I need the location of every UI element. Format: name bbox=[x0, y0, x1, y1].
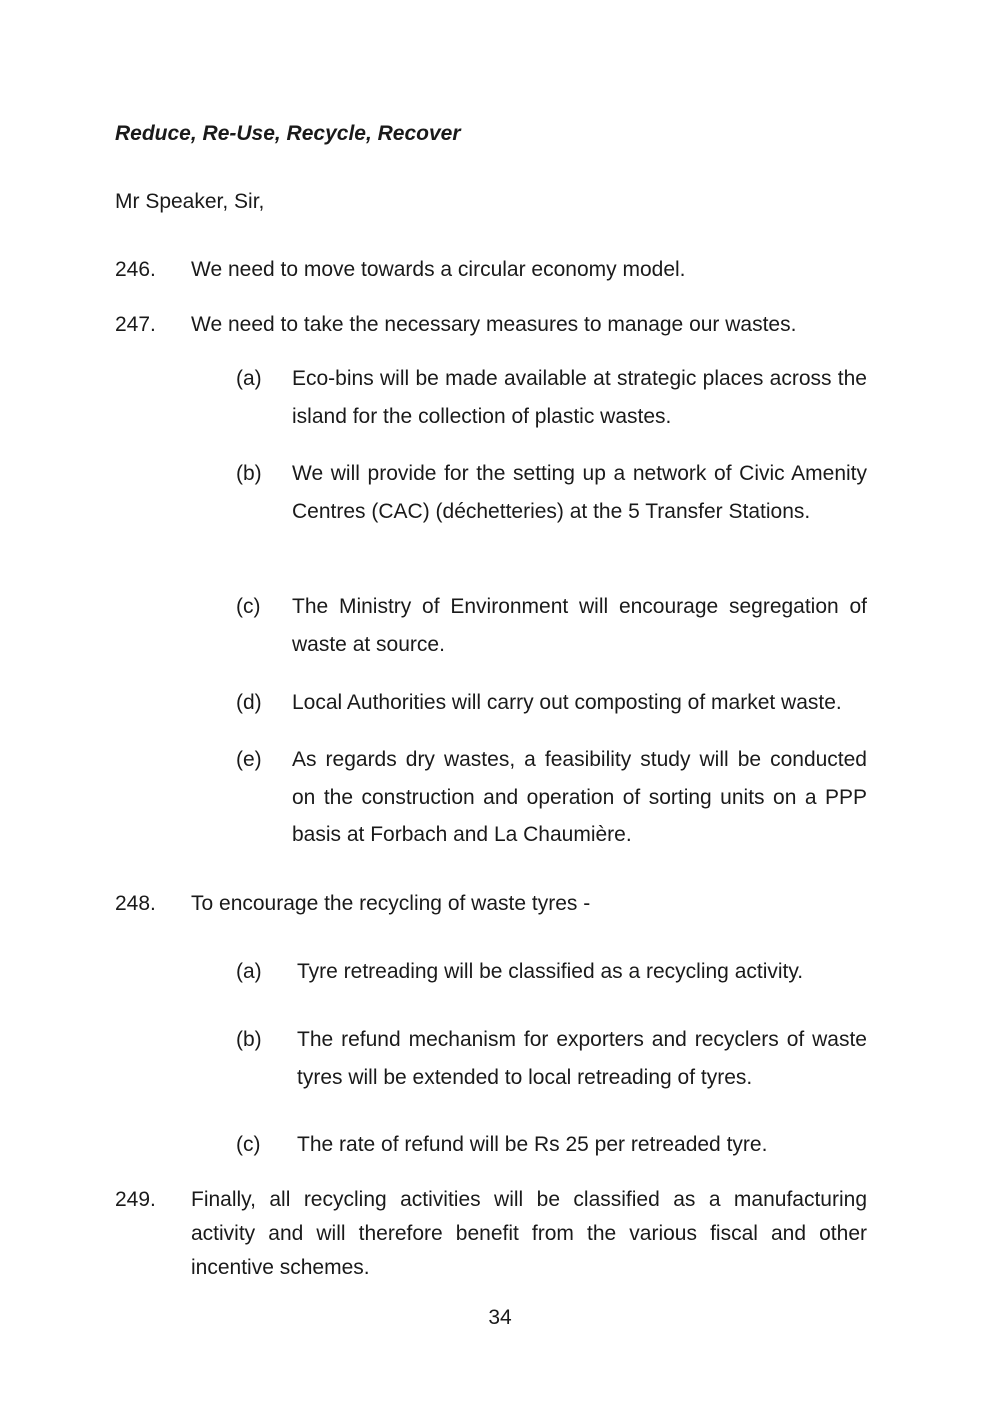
list-item-label: (b) bbox=[236, 462, 262, 485]
list-item-label: (b) bbox=[236, 1028, 262, 1051]
paragraph-number-248: 248. bbox=[115, 892, 156, 915]
list-item-text: Tyre retreading will be classified as a recycling activity. bbox=[297, 960, 804, 983]
list-item-label: (a) bbox=[236, 960, 262, 983]
paragraph-text-246: We need to move towards a circular economy model. bbox=[191, 258, 686, 281]
list-item-label: (c) bbox=[236, 1133, 261, 1156]
list-item-text: The Ministry of Environment will encourage segregation of waste at source. bbox=[292, 595, 867, 656]
list-item-text: As regards dry wastes, a feasibility study will be conducted on the construction and operation of sorting units on a PPP basis at Forbach and La Chaumière. bbox=[292, 748, 867, 846]
salutation: Mr Speaker, Sir, bbox=[115, 190, 265, 213]
list-item-text: The rate of refund will be Rs 25 per retreaded tyre. bbox=[297, 1133, 768, 1156]
paragraph-text-248: To encourage the recycling of waste tyres - bbox=[191, 892, 591, 915]
paragraph-number-247: 247. bbox=[115, 313, 156, 336]
list-item-text: Eco-bins will be made available at strategic places across the island for the collection of plastic wastes. bbox=[292, 367, 867, 428]
list-item-label: (a) bbox=[236, 367, 262, 390]
page-number: 34 bbox=[488, 1306, 512, 1329]
paragraph-text-247: We need to take the necessary measures to manage our wastes. bbox=[191, 313, 797, 336]
paragraph-number-246: 246. bbox=[115, 258, 156, 281]
paragraph-number-249: 249. bbox=[115, 1188, 156, 1211]
list-item-label: (d) bbox=[236, 691, 262, 714]
list-item-text: Local Authorities will carry out composting of market waste. bbox=[292, 691, 842, 714]
list-item-label: (e) bbox=[236, 748, 262, 771]
list-item-text: The refund mechanism for exporters and recyclers of waste tyres will be extended to local retreading of tyres. bbox=[297, 1028, 867, 1089]
section-heading: Reduce, Re-Use, Recycle, Recover bbox=[115, 122, 461, 145]
list-item-text: We will provide for the setting up a network of Civic Amenity Centres (CAC) (déchetteries) at the 5 Transfer Stations. bbox=[292, 462, 867, 523]
list-item-label: (c) bbox=[236, 595, 261, 618]
paragraph-text-249: Finally, all recycling activities will be classified as a manufacturing activity and will therefore benefit from the various fiscal and other incentive schemes. bbox=[191, 1188, 867, 1279]
